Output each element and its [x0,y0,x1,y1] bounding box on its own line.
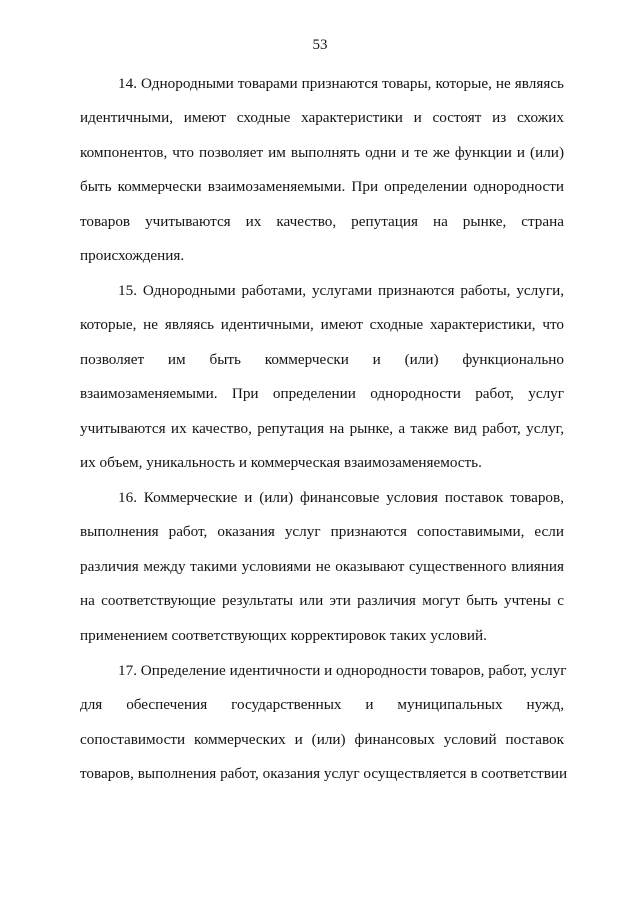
text-line: 17. Определение идентичности и однородности товаров, работ, услуг [118,662,567,679]
paragraph-17 [80,654,568,792]
text-line: применением соответствующих корректировок таких условий. [80,626,487,644]
text-line: взаимозаменяемыми. При определении однородности работ, услуг [80,385,564,403]
text-line: для обеспечения государственных и муниципальных нужд, [80,696,564,714]
text-line: выполнения работ, оказания услуг признаются сопоставимыми, если [80,523,564,541]
text-line: быть коммерчески взаимозаменяемыми. При определении однородности [80,178,564,196]
paragraph-16 [80,481,564,653]
text-line: которые, не являясь идентичными, имеют сходные характеристики, что [80,316,564,334]
page-number: 53 [312,37,328,53]
text-line: 16. Коммерческие и (или) финансовые условия поставок товаров, [118,489,564,506]
paragraph-15 [80,274,564,480]
paragraph-14 [80,67,564,273]
text-line: на соответствующие результаты или эти различия могут быть учтены с [80,592,564,610]
text-line: сопоставимости коммерческих и (или) финансовых условий поставок [80,730,564,748]
text-line: товаров, выполнения работ, оказания услуг осуществляется в соответствии [80,765,568,783]
text-line: происхождения. [80,246,185,264]
text-line: учитываются их качество, репутация на рынке, а также вид работ, услуг, [80,419,564,437]
text-line: позволяет им быть коммерчески и (или) функционально [80,350,564,368]
text-line: идентичными, имеют сходные характеристики и состоят из схожих [80,109,564,127]
text-line: товаров учитываются их качество, репутация на рынке, страна [80,212,564,230]
text-line: различия между такими условиями не оказывают существенного влияния [80,557,564,575]
text-line: 15. Однородными работами, услугами признаются работы, услуги, [118,282,564,299]
text-line: их объем, уникальность и коммерческая взаимозаменяемость. [80,453,482,471]
text-line: компонентов, что позволяет им выполнять одни и те же функции и (или) [80,143,564,161]
text-line: 14. Однородными товарами признаются товары, которые, не являясь [118,75,564,92]
